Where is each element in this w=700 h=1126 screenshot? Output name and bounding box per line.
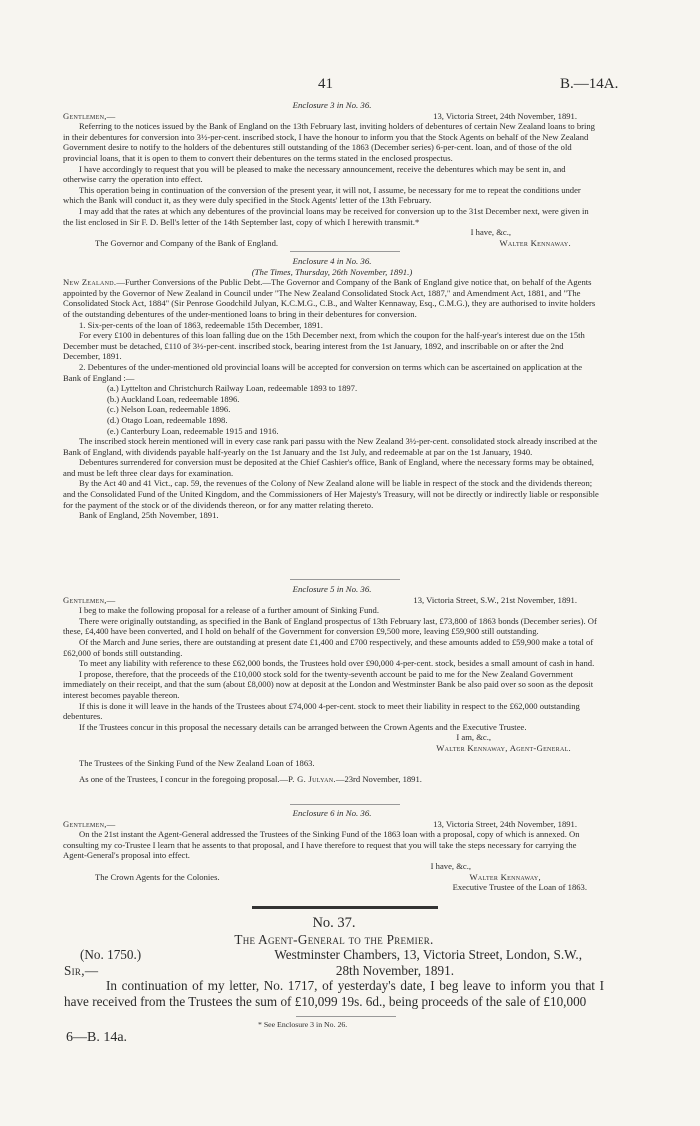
enclosure-6-addressee: The Crown Agents for the Colonies. xyxy=(95,871,220,882)
enclosure-6-closing: I have, &c., xyxy=(430,860,471,871)
paper-reference: B.—14A. xyxy=(560,76,619,92)
footnote-divider xyxy=(296,1016,396,1017)
enclosure-3 xyxy=(63,100,601,248)
enclosure-4-paragraph-8: Bank of England, 25th November, 1891. xyxy=(79,510,219,521)
enclosure-6-paragraph-1: On the 21st instant the Agent-General addressed the Trustees of the Sinking Fund of the 1863 loan with a proposal, copy of which is annexed. On consulting my co-Trustee I learn that he assents to that proposal, and I have therefore to request that you will take the steps necessary for carrying the Agent-General's proposal into effect. xyxy=(63,829,580,861)
enclosure-5-paragraph-5: I propose, therefore, that the proceeds of the £10,000 stock sold for the twenty-seventh account be paid to me for the New Zealand Government immediately on their receipt, and that the sum (about £8,000) now at deposit at the London and Westminster Bank be also paid over so soon as the deposit interest becomes payable thereon. xyxy=(63,668,594,700)
enclosure-4-paragraph-3: For every £100 in debentures of this loan falling due on the 15th December next, from which the coupon for the half-year's interest due on the 15th December must be detached, £110 of 3½-per-cent. inscribed stock, bearing interest from the 1st January, 1892, and inscribable on or after the 2nd December, 1891. xyxy=(63,330,585,362)
enclosure-6-title: Enclosure 6 in No. 36. xyxy=(292,808,372,818)
enclosure-5-paragraph-6: If this is done it will leave in the hands of the Trustees about £74,000 4-per-cent. stock to meet their liability in respect to the £62,000 outstanding debentures. xyxy=(63,700,580,722)
enclosure-4-paragraph-5: The inscribed stock herein mentioned will in every case rank pari passu with the New Zealand 3½-per-cent. consolidated stock already inscribed at the Bank of England, with dividends payable half-yearly on the 1st January and the 1st July, and redeemable at par on the 1st January, 1940. xyxy=(63,436,598,457)
list-item: (c.) Nelson Loan, redeemable 1896. xyxy=(107,404,231,415)
page-header xyxy=(0,76,700,96)
enclosure-3-paragraph-1: Referring to the notices issued by the Bank of England on the 13th February last, inviting holders of debentures of certain New Zealand loans to bring in their debentures for conversion into 3½-per-cent. inscribed stock, I have the honour to inform you that the Stock Agents on behalf of the New Zealand Government desire to notify to the holders of the debentures still outstanding of the 1863 (December series) 6-per-cent. loan, and of those of the old provincial loans, that it is open to them to convert their debentures on the terms stated in the enclosed prospectus. xyxy=(63,121,595,163)
enclosure-5 xyxy=(63,584,601,785)
enclosure-4-title: Enclosure 4 in No. 36. xyxy=(292,256,372,266)
enclosure-5-closing: I am, &c., xyxy=(456,732,491,743)
letter-address: Westminster Chambers, 13, Victoria Street, London, S.W., xyxy=(274,947,582,962)
letter-number: No. 37. xyxy=(312,915,356,931)
enclosure-4-paragraph-7: By the Act 40 and 41 Vict., cap. 59, the revenues of the Colony of New Zealand alone will be liable in respect of the stock and the dividends thereon; and the Consolidated Fund of the United Kingdom, and the Commissioners of Her Majesty's Treasury, will not be directly or indirectly liable or responsible for the payment of the stock or of the dividends thereon, or for any matter relating thereto. xyxy=(63,478,599,510)
enclosure-3-paragraph-3: This operation being in continuation of the conversion of the present year, it will not, I assume, be necessary for me to repeat the conditions under which the Bank will conduct it, as they were duly specified in the Stock Agents' letter of the 13th February. xyxy=(63,184,581,206)
enclosure-3-title: Enclosure 3 in No. 36. xyxy=(292,100,372,110)
list-item: (d.) Otago Loan, redeemable 1898. xyxy=(107,414,228,425)
enclosure-3-address: 13, Victoria Street, 24th November, 1891. xyxy=(433,110,577,121)
enclosure-4-lead: New Zealand. xyxy=(63,277,117,288)
enclosure-5-paragraph-7: If the Trustees concur in this proposal the necessary details can be arranged between the Crown Agents and the Executive Trustee. xyxy=(79,721,527,732)
footnote: * See Enclosure 3 in No. 26. xyxy=(258,1020,348,1029)
enclosure-5-title: Enclosure 5 in No. 36. xyxy=(292,584,372,594)
list-item: (e.) Canterbury Loan, redeemable 1915 and 1916. xyxy=(107,425,279,436)
enclosure-3-addressee: The Governor and Company of the Bank of England. xyxy=(95,237,279,248)
page-number: 41 xyxy=(318,76,333,92)
letter-date: 28th November, 1891. xyxy=(335,962,454,978)
enclosure-4-source: (The Times, Thursday, 26th November, 1891.) xyxy=(251,266,413,277)
enclosure-5-concurrence: As one of the Trustees, I concur in the foregoing proposal.— xyxy=(79,774,289,785)
enclosure-5-address: 13, Victoria Street, S.W., 21st November, 1891. xyxy=(413,594,577,605)
enclosure-6-signature-title: Executive Trustee of the Loan of 1863. xyxy=(452,882,587,893)
enclosure-5-paragraph-1: I beg to make the following proposal for a release of a further amount of Sinking Fund. xyxy=(79,605,379,616)
enclosure-5-salutation: Gentlemen,— xyxy=(63,594,116,605)
enclosure-5-concurrence-date: —23rd November, 1891. xyxy=(335,774,422,785)
letter-paragraph-1: In continuation of my letter, No. 1717, of yesterday's date, I beg leave to inform you that I have received from the Trustees the sum of £10,099 19s. 6d., being proceeds of the sale of £10,000 xyxy=(64,978,604,1009)
divider xyxy=(290,804,400,805)
letter-no-37 xyxy=(64,916,604,1009)
divider xyxy=(290,579,400,580)
enclosure-4-paragraph-2: 1. Six-per-cents of the loan of 1863, redeemable 15th December, 1891. xyxy=(79,319,323,330)
divider xyxy=(290,251,400,252)
letter-heading: The Agent-General to the Premier. xyxy=(234,931,434,947)
list-item: (a.) Lyttelton and Christchurch Railway Loan, redeemable 1893 to 1897. xyxy=(107,383,358,394)
enclosure-5-addressee: The Trustees of the Sinking Fund of the New Zealand Loan of 1863. xyxy=(79,757,315,768)
letter-ref: (No. 1750.) xyxy=(80,947,142,962)
enclosure-5-paragraph-2: There were originally outstanding, as specified in the Bank of England prospectus of 13th February last, £73,800 of 1863 bonds (December series). Of these, £4,400 have been converted, and I hold on behalf of the Government for conversion £9,500 more, leaving £59,900 still outstanding. xyxy=(63,615,597,637)
enclosure-6-salutation: Gentlemen,— xyxy=(63,818,116,829)
section-divider xyxy=(252,906,438,909)
enclosure-3-paragraph-4: I may add that the rates at which any debentures of the provincial loans may be received for conversion up to the 31st December next, were given in the list enclosed in Sir F. D. Bell's letter of the 14th September last, copy of which I herewith transmit.* xyxy=(63,205,589,227)
enclosure-4 xyxy=(63,256,601,521)
enclosure-4-paragraph-4: 2. Debentures of the under-mentioned old provincial loans will be accepted for conversion on terms which can be ascertained on application at the Bank of England :— xyxy=(63,361,583,383)
letter-salutation: Sir,— xyxy=(64,962,99,978)
enclosure-4-paragraph-6: Debentures surrendered for conversion must be deposited at the Chief Cashier's office, Bank of England, where the necessary forms may be obtained, and must be left three clear days for examination. xyxy=(63,457,594,478)
enclosure-6-address: 13, Victoria Street, 24th November, 1891. xyxy=(433,818,577,829)
enclosure-5-paragraph-3: Of the March and June series, there are outstanding at present date £1,400 and £700 respectively, and these amounts added to £59,900 make a total of £62,000 of bonds still outstanding. xyxy=(63,636,594,658)
enclosure-6 xyxy=(63,808,601,893)
enclosure-6-signature: Walter Kennaway, xyxy=(469,871,541,882)
enclosure-3-signature: Walter Kennaway. xyxy=(499,237,571,248)
enclosure-3-closing: I have, &c., xyxy=(470,227,511,238)
enclosure-3-salutation: Gentlemen,— xyxy=(63,110,116,121)
enclosure-4-paragraph-1: —Further Conversions of the Public Debt.—The Governor and Company of the Bank of England give notice that, on behalf of the Agents appointed by the Governor of New Zealand in Council under "The New Zealand Consolidated Stock Act, 1887," and Amendment Act, 1881, and "The Consolidated Stock Act, 1884" (Sir Penrose Goodchild Julyan, K.C.M.G., C.B., and Walter Kennaway, Esq., C.M.G.), they are authorised to invite holders of the outstanding debentures of the under-mentioned loans to bring in their debentures for conversion. xyxy=(63,277,596,319)
printer-signature-mark: 6—B. 14a. xyxy=(66,1030,128,1045)
enclosure-5-paragraph-4: To meet any liability with reference to these £62,000 bonds, the Trustees hold over £90,000 4-per-cent. stock, besides a small amount of cash in hand. xyxy=(79,658,595,669)
enclosure-3-paragraph-2: I have accordingly to request that you will be pleased to make the necessary announcement, receive the debentures which may be sent in, and otherwise carry the operation into effect. xyxy=(63,163,566,185)
enclosure-5-concurrence-signature: P. G. Julyan. xyxy=(288,774,336,785)
list-item: (b.) Auckland Loan, redeemable 1896. xyxy=(107,393,240,404)
enclosure-5-signature: Walter Kennaway, Agent-General. xyxy=(436,742,571,753)
